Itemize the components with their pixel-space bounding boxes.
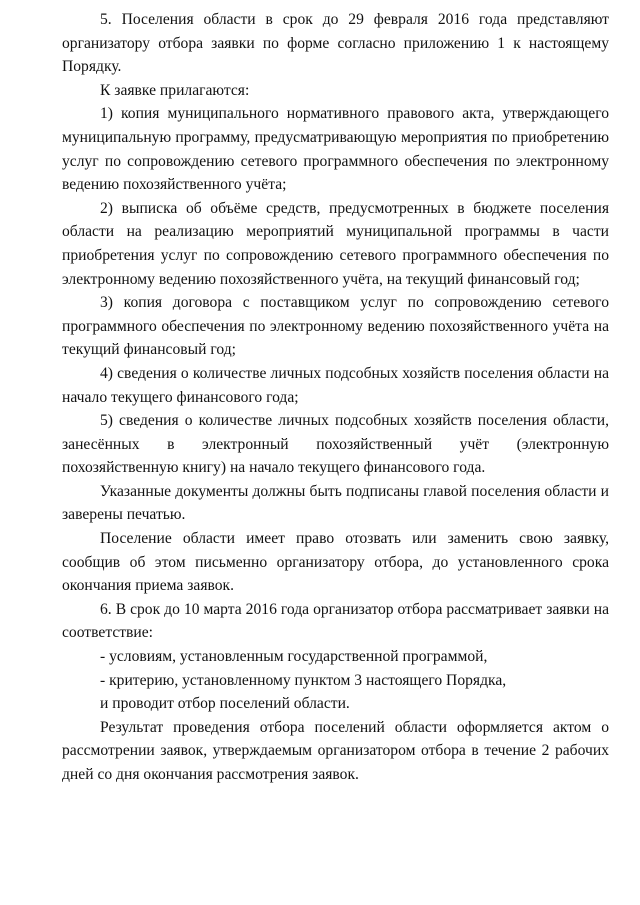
- paragraph-attachment-1: 1) копия муниципального нормативного правового акта, утверждающего муниципальную программу, предусматривающую мероприятия по приобретению услуг по сопровождению сетевого программного обеспечения по электронному ведению похозяйственного учёта;: [62, 105, 609, 194]
- paragraph-signature-requirement: Указанные документы должны быть подписаны главой поселения области и заверены печатью.: [62, 482, 609, 524]
- paragraph-attachment-3: 3) копия договора с поставщиком услуг по сопровождению сетевого программного обеспечения по электронному ведению похозяйственного учёта на текущий финансовый год;: [62, 294, 609, 359]
- paragraph-selection: и проводит отбор поселений области.: [100, 695, 350, 713]
- paragraph-attachment-5: 5) сведения о количестве личных подсобных хозяйств поселения области, занесённых в электронный похозяйственный учёт (электронную похозяйственную книгу) на начало текущего финансового года.: [62, 412, 609, 477]
- paragraph-result: Результат проведения отбора поселений области оформляется актом о рассмотрении заявок, утверждаемым организатором отбора в течение 2 рабочих дней со дня окончания рассмотрения заявок.: [62, 718, 609, 783]
- list-item-conditions: - условиям, установленным государственной программой,: [100, 648, 488, 666]
- paragraph-review-deadline: 6. В срок до 10 марта 2016 года организатор отбора рассматривает заявки на соответствие:: [62, 600, 609, 642]
- paragraph-attachments-intro: К заявке прилагаются:: [100, 81, 250, 99]
- list-item-criterion: - критерию, установленному пунктом 3 настоящего Порядка,: [100, 671, 507, 689]
- paragraph-attachment-2: 2) выписка об объёме средств, предусмотренных в бюджете поселения области на реализацию мероприятий муниципальной программы в части приобретения услуг по сопровождению сетевого программного обеспечения по электронному ведению похозяйственного учёта, на текущий финансовый год;: [62, 199, 609, 288]
- paragraph-attachment-4: 4) сведения о количестве личных подсобных хозяйств поселения области на начало текущего финансового года;: [62, 364, 609, 406]
- paragraph-applications-deadline: 5. Поселения области в срок до 29 февраля 2016 года представляют организатору отбора заявки по форме согласно приложению 1 к настоящему Порядку.: [62, 11, 609, 76]
- paragraph-withdrawal-right: Поселение области имеет право отозвать или заменить свою заявку, сообщив об этом письменно организатору отбора, до установленного срока окончания приема заявок.: [62, 530, 609, 595]
